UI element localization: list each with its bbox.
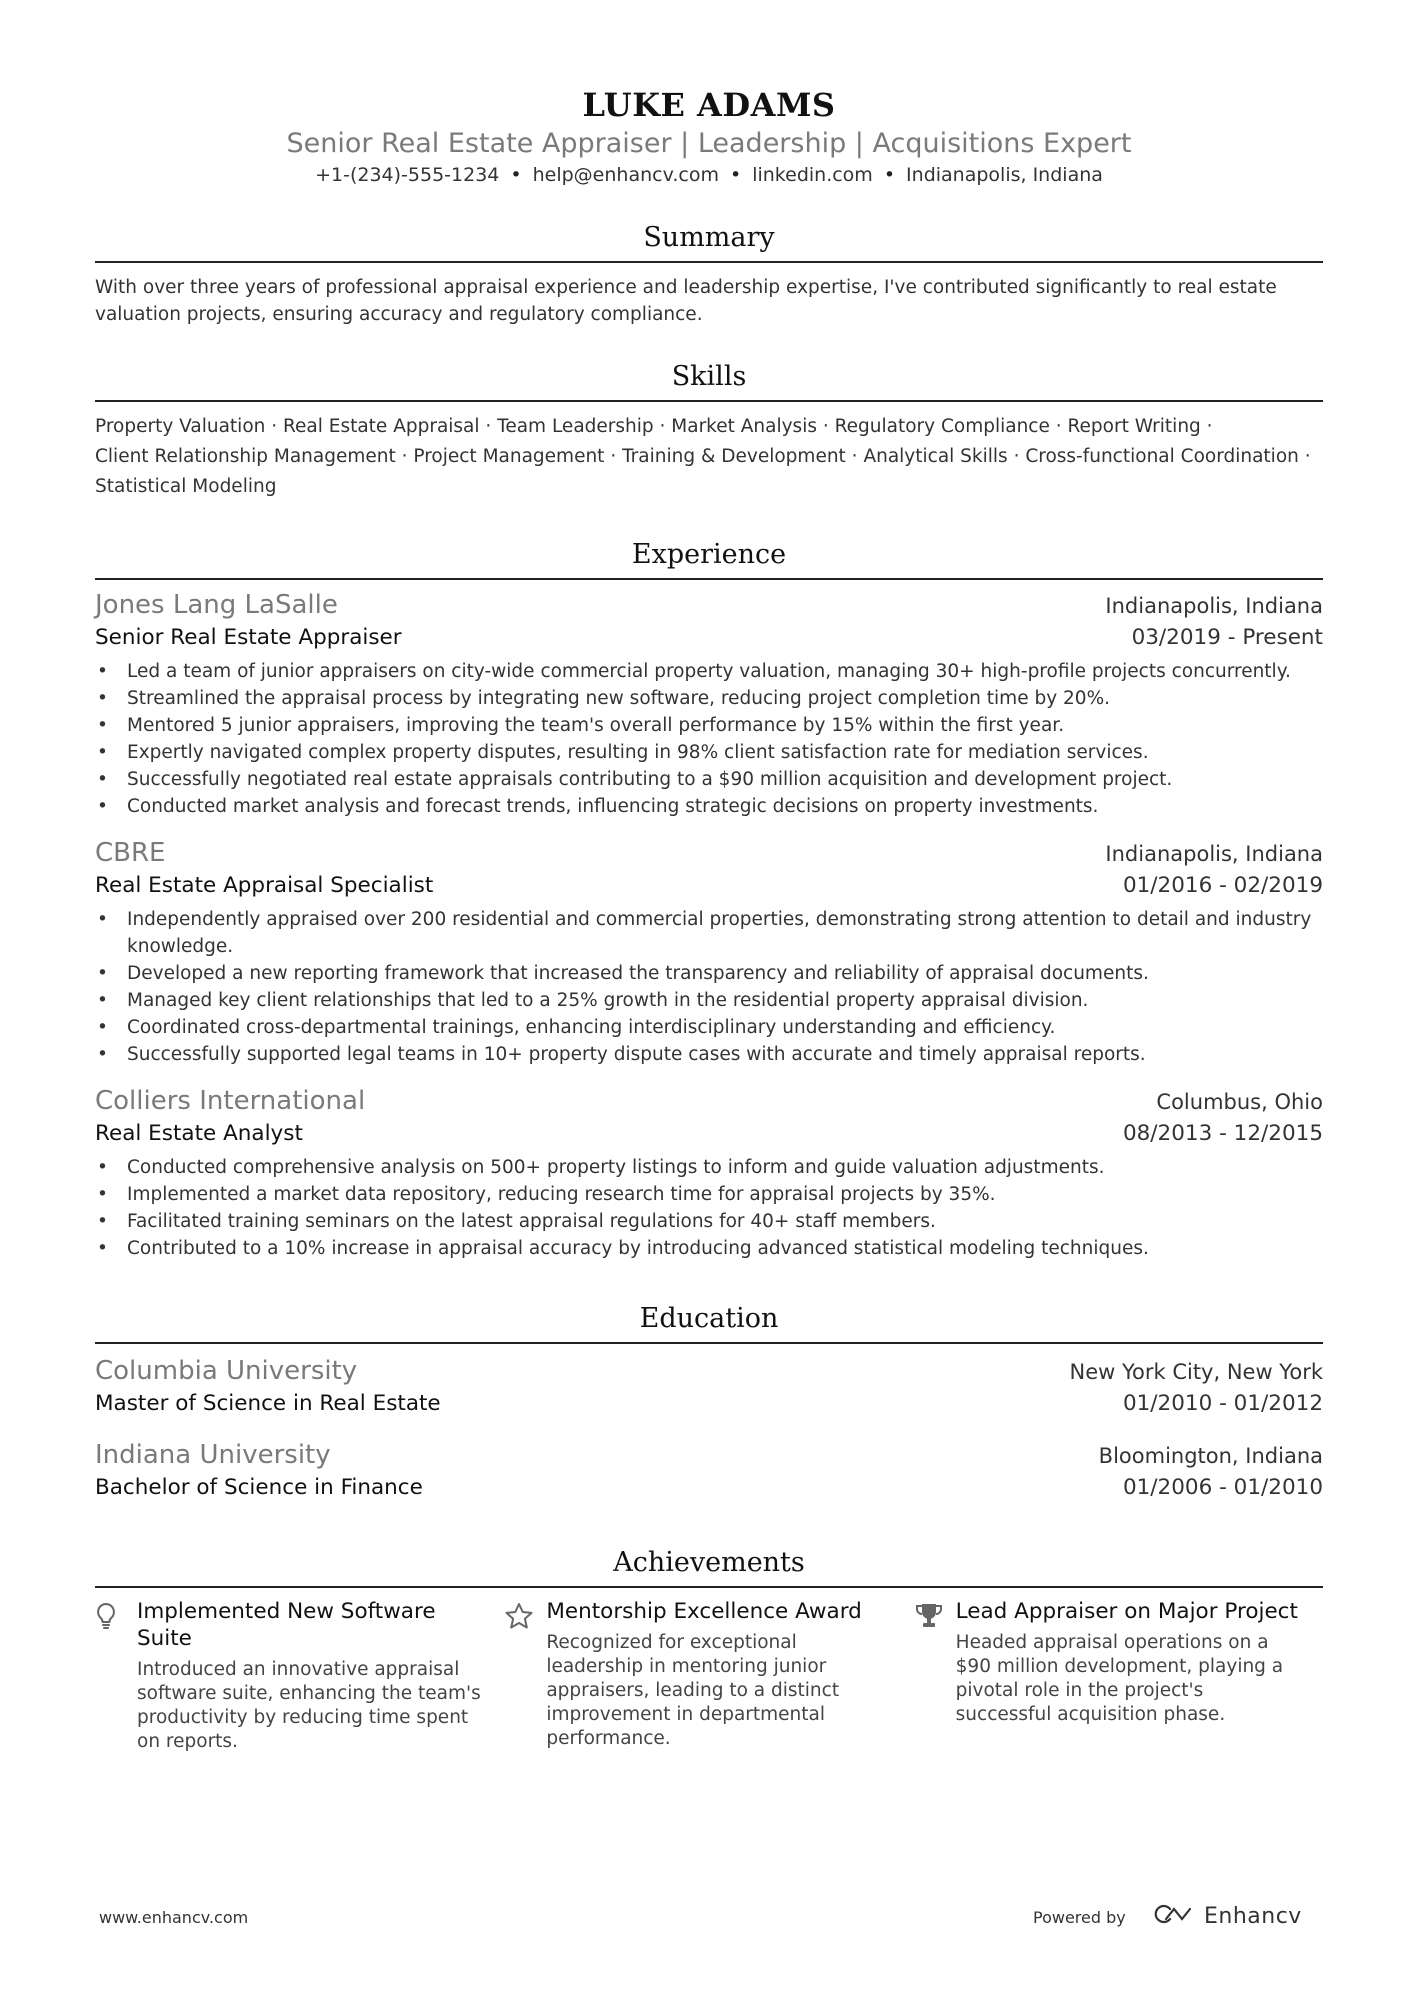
bullet-item: • Implemented a market data repository, reducing research time for appraisal projects by 35%. xyxy=(95,1181,1323,1208)
job-bullets xyxy=(95,658,1323,820)
bullet-item: • Led a team of junior appraisers on city-wide commercial property valuation, managing 30+ high-profile projects concurrently. xyxy=(95,658,1323,685)
bullet-item: • Expertly navigated complex property disputes, resulting in 98% client satisfaction rate for mediation services. xyxy=(95,739,1323,766)
page-footer xyxy=(99,1902,1311,1932)
skills-line: Client Relationship Management · Project Management · Training & Development · Analytical Skills · Cross-functional Coordination · xyxy=(95,446,1311,467)
achievement-description: Headed appraisal operations on a $90 million development, playing a pivotal role in the project's successful acquisition phase. xyxy=(955,1632,1284,1725)
summary-section xyxy=(95,221,1323,328)
achievement-title: Mentorship Excellence Award xyxy=(546,1599,862,1624)
achievement-title: Implemented New Software Suite xyxy=(137,1599,436,1651)
bullet-item: • Conducted market analysis and forecast trends, influencing strategic decisions on property investments. xyxy=(95,793,1323,820)
job-dates: 03/2019 - Present xyxy=(1131,625,1323,650)
job-dates: 08/2013 - 12/2015 xyxy=(1122,1121,1323,1146)
school-location: New York City, New York xyxy=(1069,1360,1323,1384)
section-divider xyxy=(95,400,1323,402)
candidate-headline: Senior Real Estate Appraiser | Leadership | Acquisitions Expert xyxy=(286,128,1132,159)
education-entry xyxy=(95,1354,1323,1420)
trophy-icon xyxy=(914,1598,956,1754)
summary-text: With over three years of professional appraisal experience and leadership expertise, I've contributed significantly to real estate valuation projects, ensuring accuracy and regulatory compliance. xyxy=(95,277,1277,325)
enhancv-logo-icon xyxy=(1152,1902,1198,1930)
section-divider xyxy=(95,578,1323,580)
achievement-item xyxy=(504,1598,913,1754)
enhancv-brand-name: Enhancv xyxy=(1204,1903,1302,1929)
education-dates: 01/2006 - 01/2010 xyxy=(1122,1475,1323,1500)
bullet-item: • Successfully negotiated real estate appraisals contributing to a $90 million acquisition and development project. xyxy=(95,766,1323,793)
separator-dot: • xyxy=(883,164,896,186)
job-location: Indianapolis, Indiana xyxy=(1105,594,1323,618)
powered-by-label: Powered by xyxy=(1033,1908,1126,1927)
contact-line xyxy=(95,162,1323,188)
bullet-item: • Independently appraised over 200 residential and commercial properties, demonstrating strong attention to detail and industry knowledge. xyxy=(95,906,1323,960)
section-divider xyxy=(95,261,1323,263)
company-name: Jones Lang LaSalle xyxy=(95,590,338,620)
email-link[interactable]: help@enhancv.com xyxy=(532,164,719,186)
job-location: Indianapolis, Indiana xyxy=(1105,842,1323,866)
achievements-title: Achievements xyxy=(613,1547,805,1578)
separator-dot: • xyxy=(729,164,742,186)
company-name: Colliers International xyxy=(95,1086,366,1116)
bullet-item: • Facilitated training seminars on the latest appraisal regulations for 40+ staff members. xyxy=(95,1208,1323,1235)
resume-header xyxy=(95,0,1323,188)
company-name: CBRE xyxy=(95,838,166,868)
bullet-item: • Contributed to a 10% increase in appraisal accuracy by introducing advanced statistical modeling techniques. xyxy=(95,1235,1323,1262)
bullet-item: • Conducted comprehensive analysis on 500+ property listings to inform and guide valuation adjustments. xyxy=(95,1154,1323,1181)
separator-dot: • xyxy=(510,164,522,186)
bullet-item: • Managed key client relationships that led to a 25% growth in the residential property appraisal division. xyxy=(95,987,1323,1014)
achievement-item xyxy=(95,1598,504,1754)
school-location: Bloomington, Indiana xyxy=(1098,1444,1323,1468)
skills-list xyxy=(95,412,1323,502)
school-name: Indiana University xyxy=(95,1440,331,1470)
experience-section xyxy=(95,538,1323,1262)
achievements-grid xyxy=(95,1598,1323,1754)
education-dates: 01/2010 - 01/2012 xyxy=(1122,1391,1323,1416)
experience-entry xyxy=(95,836,1323,1068)
education-title: Education xyxy=(639,1303,779,1334)
education-entry xyxy=(95,1438,1323,1504)
lightbulb-icon xyxy=(95,1598,137,1754)
bullet-item: • Coordinated cross-departmental trainings, enhancing interdisciplinary understanding and efficiency. xyxy=(95,1014,1323,1041)
resume-page xyxy=(95,0,1323,1754)
star-icon xyxy=(504,1598,546,1754)
job-title: Senior Real Estate Appraiser xyxy=(95,625,402,650)
job-title: Real Estate Appraisal Specialist xyxy=(95,873,434,898)
skills-title: Skills xyxy=(671,361,747,392)
achievement-item xyxy=(914,1598,1323,1754)
job-title: Real Estate Analyst xyxy=(95,1121,303,1146)
footer-url-link[interactable]: www.enhancv.com xyxy=(99,1908,249,1927)
degree: Bachelor of Science in Finance xyxy=(95,1475,423,1500)
achievements-section xyxy=(95,1546,1323,1754)
candidate-name: LUKE ADAMS xyxy=(582,86,836,124)
education-section xyxy=(95,1302,1323,1504)
job-bullets xyxy=(95,1154,1323,1262)
summary-title: Summary xyxy=(643,222,775,253)
bullet-item: • Developed a new reporting framework that increased the transparency and reliability of appraisal documents. xyxy=(95,960,1323,987)
experience-entry xyxy=(95,1084,1323,1262)
job-location: Columbus, Ohio xyxy=(1156,1090,1323,1114)
section-divider xyxy=(95,1586,1323,1588)
achievement-description: Recognized for exceptional leadership in mentoring junior appraisers, leading to a distinct improvement in departmental performance. xyxy=(546,1632,840,1749)
bullet-item: • Streamlined the appraisal process by integrating new software, reducing project completion time by 20%. xyxy=(95,685,1323,712)
skills-line: Statistical Modeling xyxy=(95,476,277,497)
achievement-description: Introduced an innovative appraisal software suite, enhancing the team's productivity by reducing time spent on reports. xyxy=(137,1659,481,1752)
bullet-item: • Mentored 5 junior appraisers, improving the team's overall performance by 15% within the first year. xyxy=(95,712,1323,739)
skills-section xyxy=(95,360,1323,502)
job-bullets xyxy=(95,906,1323,1068)
bullet-item: • Successfully supported legal teams in 10+ property dispute cases with accurate and timely appraisal reports. xyxy=(95,1041,1323,1068)
job-dates: 01/2016 - 02/2019 xyxy=(1122,873,1323,898)
phone: +1-(234)-555-1234 xyxy=(315,164,500,186)
achievement-title: Lead Appraiser on Major Project xyxy=(955,1599,1298,1624)
experience-entry xyxy=(95,588,1323,820)
degree: Master of Science in Real Estate xyxy=(95,1391,441,1416)
school-name: Columbia University xyxy=(95,1356,358,1386)
enhancv-logo[interactable] xyxy=(1152,1902,1302,1930)
location: Indianapolis, Indiana xyxy=(906,164,1103,186)
experience-title: Experience xyxy=(631,539,787,570)
linkedin-link[interactable]: linkedin.com xyxy=(752,164,873,186)
section-divider xyxy=(95,1342,1323,1344)
skills-line: Property Valuation · Real Estate Appraisal · Team Leadership · Market Analysis · Regulatory Compliance · Report Writing · xyxy=(95,416,1213,437)
